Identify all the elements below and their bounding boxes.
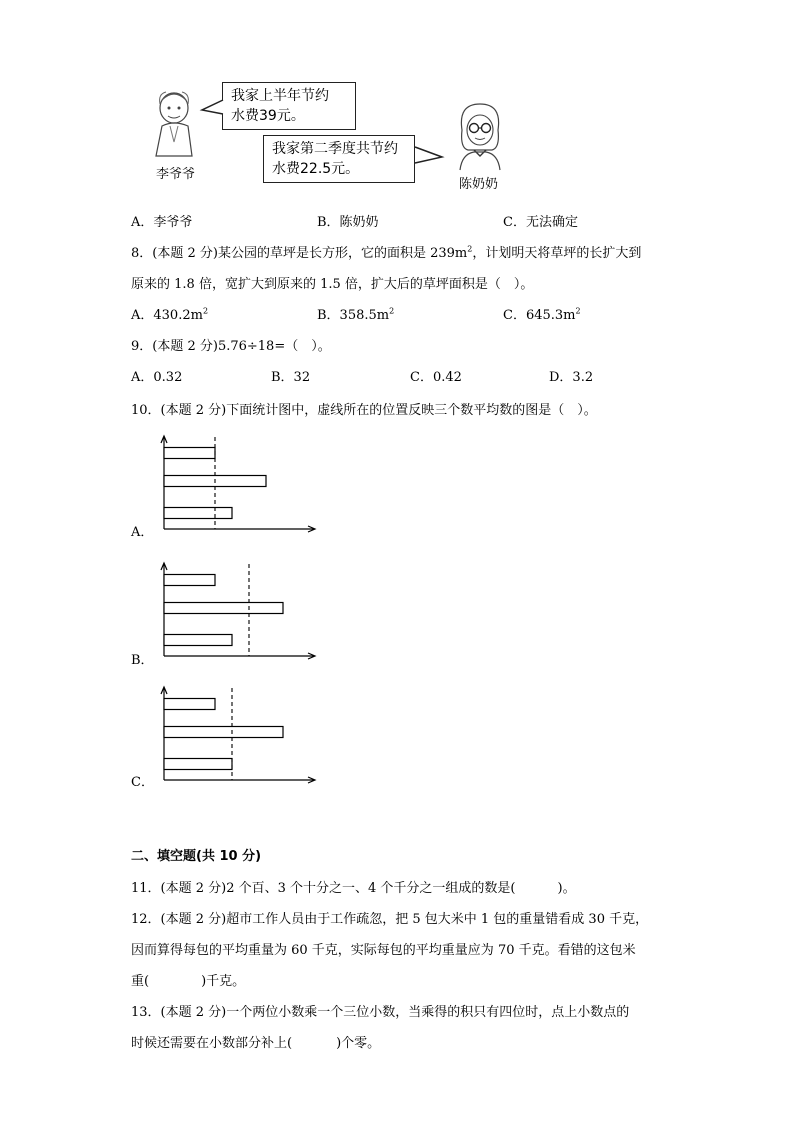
q8-option-a-text: A．430.2m — [131, 308, 203, 323]
bar — [164, 448, 215, 459]
q9-option-c[interactable]: C．0.42 — [410, 370, 462, 385]
q7-option-b[interactable]: B．陈奶奶 — [317, 215, 379, 230]
chart-c — [150, 684, 320, 786]
q8-line2: 原来的 1.8 倍，宽扩大到原来的 1.5 倍，扩大后的草坪面积是（ ）。 — [131, 277, 534, 292]
q9-option-b[interactable]: B．32 — [271, 370, 311, 385]
section-2-title: 二、填空题(共 10 分) — [131, 849, 262, 864]
grandma-figure — [448, 100, 512, 172]
q8-option-b[interactable] — [317, 307, 394, 325]
bubble-chen-line1: 我家第二季度共节约 — [272, 141, 398, 157]
q9-option-a[interactable]: A．0.32 — [131, 370, 183, 385]
q8-option-a[interactable] — [131, 307, 208, 325]
q7-option-c[interactable]: C．无法确定 — [503, 215, 578, 230]
caption-li: 李爷爷 — [156, 167, 196, 182]
bar — [164, 508, 232, 519]
q13-line1: 13．(本题 2 分)一个两位小数乘一个三位小数，当乘得的积只有四位时，点上小数点的 — [131, 1005, 630, 1020]
q8-option-b-sup: 2 — [389, 306, 395, 316]
bar — [164, 635, 232, 646]
bar — [164, 575, 215, 586]
speech-bubble-chen-tail — [414, 145, 444, 167]
q10-label-a[interactable]: A． — [131, 525, 154, 540]
q13-line2 — [131, 1035, 380, 1053]
q8-option-c-sup: 2 — [575, 306, 581, 316]
q12-line1: 12．(本题 2 分)超市工作人员由于工作疏忽，把 5 包大米中 1 包的重量错看成 30 千克， — [131, 912, 649, 927]
bar — [164, 759, 232, 770]
bubble-li-line1: 我家上半年节约 — [231, 88, 329, 104]
caption-chen: 陈奶奶 — [459, 177, 499, 192]
speech-bubble-chen — [263, 135, 415, 183]
bar — [164, 603, 283, 614]
q8-line1 — [131, 245, 641, 263]
chart-a — [150, 433, 320, 535]
q12-pre: 重( — [131, 974, 150, 989]
bar — [164, 699, 215, 710]
q11-post: )。 — [557, 881, 576, 896]
bubble-li-line2: 水费39元。 — [231, 108, 305, 124]
q8-option-a-sup: 2 — [202, 306, 209, 316]
chart-b — [150, 560, 320, 662]
speech-bubble-li — [222, 82, 356, 130]
q12-line3 — [131, 973, 245, 991]
q13-post: )个零。 — [336, 1036, 381, 1051]
bubble-chen-line2: 水费22.5元。 — [272, 161, 360, 177]
q8-option-c-text: C．645.3m — [503, 308, 576, 323]
q10-text: 10．(本题 2 分)下面统计图中，虚线所在的位置反映三个数平均数的图是（ ）。 — [131, 403, 597, 418]
q8-sup: 2 — [467, 244, 473, 254]
speech-bubble-li-tail — [200, 98, 224, 118]
q8-option-c[interactable] — [503, 307, 581, 325]
q8-option-b-text: B．358.5m — [317, 308, 390, 323]
q8-line1-post: ，计划明天将草坪的长扩大到 — [472, 246, 642, 261]
bar — [164, 727, 283, 738]
q12-line2: 因而算得每包的平均重量为 60 千克，实际每包的平均重量应为 70 千克。看错的这包米 — [131, 943, 636, 958]
q9-option-d[interactable]: D．3.2 — [549, 370, 594, 385]
q7-option-a[interactable]: A．李爷爷 — [131, 215, 193, 230]
q11 — [131, 880, 576, 898]
q13-pre: 时候还需要在小数部分补上( — [131, 1036, 293, 1051]
q8-line1-pre: 8．(本题 2 分)某公园的草坪是长方形，它的面积是 239m — [131, 246, 468, 261]
q9-text: 9．(本题 2 分)5.76÷18=（ ）。 — [131, 339, 331, 354]
q12-post: )千克。 — [201, 974, 246, 989]
q10-label-b[interactable]: B． — [131, 653, 154, 668]
q10-label-c[interactable]: C． — [131, 775, 154, 790]
grandpa-figure — [148, 86, 204, 158]
q11-pre: 11．(本题 2 分)2 个百、3 个十分之一、4 个千分之一组成的数是( — [131, 881, 516, 896]
